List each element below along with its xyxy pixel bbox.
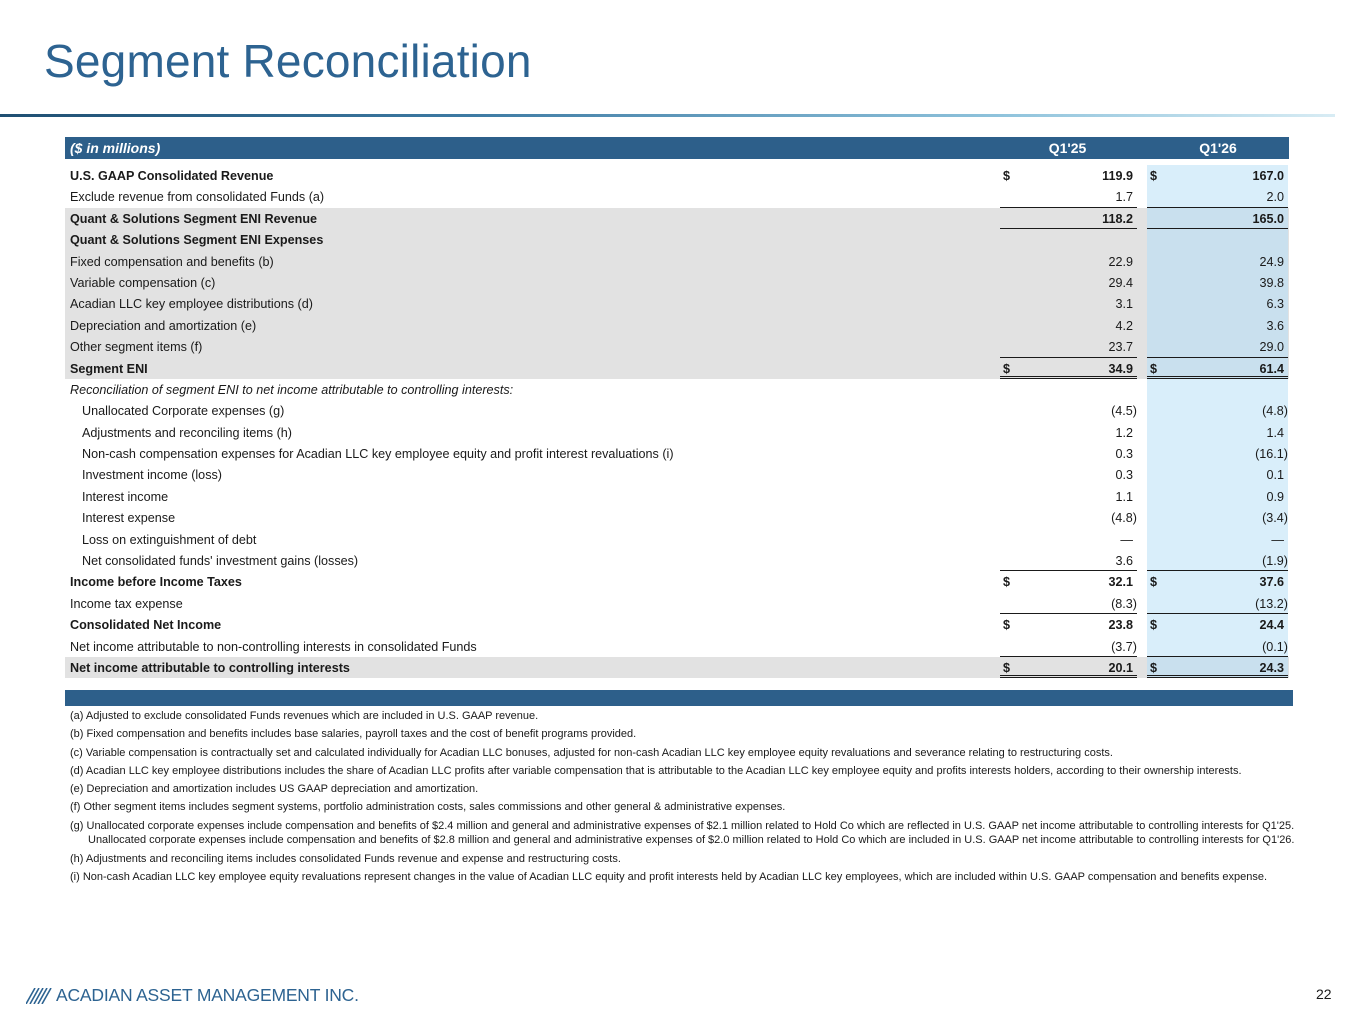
- cell-q1-26: [1147, 358, 1288, 379]
- cell-q1-25: [1000, 464, 1137, 485]
- row-label: Depreciation and amortization (e): [70, 318, 257, 333]
- cell-q1-26: [1147, 507, 1288, 528]
- currency-symbol: $: [1150, 361, 1158, 376]
- cell-value: 4.2: [1115, 318, 1133, 333]
- cell-value: 1.2: [1115, 425, 1133, 440]
- row-label: Interest income: [82, 489, 169, 504]
- table-row: [65, 315, 1289, 336]
- page-number: 22: [1316, 986, 1332, 1002]
- cell-value: 118.2: [1102, 211, 1133, 226]
- cell-q1-26: [1147, 400, 1288, 421]
- cell-value: (3.7): [1111, 639, 1137, 654]
- cell-value: 39.8: [1259, 275, 1284, 290]
- row-label: Variable compensation (c): [70, 275, 216, 290]
- footnote: (c) Variable compensation is contractually set and calculated individually for Acadian LLC bonuses, adjusted for non-cash Acadian LLC key employee equity revaluations and severance relating to restructuring costs.: [70, 746, 1113, 759]
- cell-value: 24.3: [1259, 660, 1284, 675]
- cell-value: 3.6: [1266, 318, 1284, 333]
- header-units-label: ($ in millions): [70, 140, 161, 156]
- table-row: [65, 571, 1289, 592]
- footnote: (a) Adjusted to exclude consolidated Funds revenues which are included in U.S. GAAP revenue.: [70, 710, 539, 722]
- cell-q1-26: [1147, 529, 1288, 550]
- cell-q1-26: [1147, 571, 1288, 592]
- table-footer-bar: [65, 690, 1293, 706]
- page-title: Segment Reconciliation: [44, 35, 532, 87]
- cell-value: 0.1: [1266, 468, 1284, 483]
- cell-q1-25: [1000, 614, 1137, 635]
- table-row: [65, 636, 1289, 657]
- cell-q1-26: [1147, 208, 1288, 229]
- row-label: U.S. GAAP Consolidated Revenue: [70, 169, 274, 183]
- row-label: Income before Income Taxes: [70, 575, 242, 590]
- footnote: (i) Non-cash Acadian LLC key employee equity revaluations represent changes in the value of Acadian LLC equity and profit interests held by Acadian LLC key employees, which are included within U.S. GAAP compensation and benefits expense.: [70, 870, 1268, 883]
- row-label: Net income attributable to non-controlling interests in consolidated Funds: [70, 639, 477, 654]
- cell-value: 37.6: [1259, 575, 1284, 590]
- cell-q1-25: [1000, 636, 1137, 657]
- table-body: [65, 165, 1289, 678]
- footnote: (e) Depreciation and amortization includes US GAAP depreciation and amortization.: [70, 783, 479, 796]
- cell-value: 165.0: [1252, 211, 1284, 226]
- cell-value: —: [1120, 532, 1133, 547]
- cell-value: 34.9: [1108, 361, 1133, 376]
- cell-q1-26: [1147, 379, 1288, 400]
- currency-symbol: $: [1150, 660, 1158, 675]
- cell-value: 0.9: [1266, 489, 1284, 504]
- cell-value: (4.8): [1111, 511, 1137, 526]
- currency-symbol: $: [1003, 575, 1011, 590]
- cell-value: 29.0: [1259, 340, 1284, 355]
- cell-value: 0.3: [1115, 447, 1133, 462]
- logo-stripes-icon: [26, 988, 52, 1004]
- cell-value: 1.1: [1115, 489, 1133, 504]
- cell-q1-26: [1147, 486, 1288, 507]
- company-logo: [26, 985, 359, 1006]
- cell-q1-25: [1000, 379, 1137, 400]
- table-row: [65, 293, 1289, 314]
- cell-q1-25: [1000, 486, 1137, 507]
- cell-value: (4.8): [1262, 404, 1288, 419]
- cell-q1-26: [1147, 186, 1288, 207]
- cell-value: 23.7: [1108, 340, 1133, 355]
- table-row: [65, 229, 1289, 250]
- table-row: [65, 379, 1289, 400]
- currency-symbol: $: [1150, 618, 1158, 633]
- cell-q1-25: [1000, 293, 1137, 314]
- row-label: Reconciliation of segment ENI to net income attributable to controlling interests:: [70, 382, 514, 397]
- table-row: [65, 486, 1289, 507]
- table-row: [65, 422, 1289, 443]
- currency-symbol: $: [1150, 575, 1158, 590]
- table-row: [65, 464, 1289, 485]
- cell-q1-26: [1147, 422, 1288, 443]
- cell-q1-25: [1000, 208, 1137, 229]
- currency-symbol: $: [1003, 660, 1011, 675]
- header-q1-25: Q1'25: [1048, 140, 1087, 156]
- table-row: [65, 507, 1289, 528]
- cell-q1-26: [1147, 550, 1288, 571]
- table-row: [65, 529, 1289, 550]
- cell-q1-26: [1147, 336, 1288, 357]
- row-label: Loss on extinguishment of debt: [82, 532, 257, 547]
- cell-q1-25: [1000, 571, 1137, 592]
- cell-value: 1.7: [1115, 190, 1133, 205]
- cell-q1-26: [1147, 593, 1288, 614]
- currency-symbol: $: [1003, 618, 1011, 633]
- row-label: Unallocated Corporate expenses (g): [82, 404, 285, 419]
- table-row: [65, 165, 1289, 186]
- cell-value: (16.1): [1255, 447, 1288, 462]
- row-label: Non-cash compensation expenses for Acadian LLC key employee equity and profit interest revaluations (i): [82, 447, 674, 462]
- cell-value: 6.3: [1266, 297, 1284, 312]
- cell-value: (1.9): [1262, 554, 1288, 569]
- row-label: Net consolidated funds' investment gains (losses): [82, 554, 359, 569]
- cell-value: (0.1): [1262, 639, 1288, 654]
- cell-q1-26: [1147, 315, 1288, 336]
- cell-value: 0.3: [1115, 468, 1133, 483]
- row-label: Quant & Solutions Segment ENI Revenue: [70, 211, 318, 226]
- table-row: [65, 336, 1289, 357]
- cell-q1-25: [1000, 507, 1137, 528]
- row-label: Interest expense: [82, 511, 176, 526]
- cell-q1-25: [1000, 229, 1137, 250]
- row-label: Segment ENI: [70, 361, 148, 376]
- table-row: [65, 186, 1289, 207]
- company-name: ACADIAN ASSET MANAGEMENT INC.: [56, 985, 359, 1005]
- header-q1-26: Q1'26: [1199, 140, 1237, 156]
- cell-value: 29.4: [1108, 275, 1133, 290]
- table-row: [65, 443, 1289, 464]
- cell-value: (8.3): [1111, 596, 1137, 611]
- cell-q1-25: [1000, 593, 1137, 614]
- title-divider: [0, 114, 1335, 117]
- cell-value: —: [1271, 532, 1284, 547]
- cell-q1-26: [1147, 636, 1288, 657]
- cell-q1-26: [1147, 443, 1288, 464]
- cell-q1-26: [1147, 657, 1288, 678]
- cell-q1-25: [1000, 358, 1137, 379]
- table-row: [65, 358, 1289, 379]
- currency-symbol: $: [1150, 169, 1158, 183]
- cell-q1-25: [1000, 315, 1137, 336]
- cell-q1-26: [1147, 464, 1288, 485]
- cell-q1-25: [1000, 186, 1137, 207]
- cell-q1-26: [1147, 165, 1288, 186]
- row-label: Fixed compensation and benefits (b): [70, 254, 274, 269]
- cell-value: 32.1: [1108, 575, 1133, 590]
- footnote: (h) Adjustments and reconciling items includes consolidated Funds revenue and expense and restructuring costs.: [70, 852, 621, 865]
- currency-symbol: $: [1003, 169, 1011, 183]
- table-row: [65, 550, 1289, 571]
- cell-q1-26: [1147, 293, 1288, 314]
- row-label: Income tax expense: [70, 596, 183, 611]
- cell-value: 1.4: [1266, 425, 1284, 440]
- footnote: (g) Unallocated corporate expenses include compensation and benefits of $2.4 million and general and administrative expenses of $2.1 million related to Hold Co which are reflected in U.S. GAAP net income attributable to controlling interests for Q1'25. Unallocated corporate expenses include compensation and benefits of $2.8 million and general and administrative expenses of $2.0 million related to Hold Co which are included in U.S. GAAP net income attributable to controlling interests for Q1'26.: [70, 819, 1295, 847]
- table-row: [65, 251, 1289, 272]
- table-row: [65, 400, 1289, 421]
- cell-q1-25: [1000, 272, 1137, 293]
- currency-symbol: $: [1003, 361, 1011, 376]
- cell-q1-25: [1000, 529, 1137, 550]
- cell-value: (3.4): [1262, 511, 1288, 526]
- table-row: [65, 593, 1289, 614]
- cell-value: 23.8: [1108, 618, 1133, 633]
- footnote: (b) Fixed compensation and benefits includes base salaries, payroll taxes and the cost of benefit programs provided.: [70, 728, 637, 741]
- reconciliation-table: [65, 137, 1289, 678]
- cell-value: 24.9: [1259, 254, 1284, 269]
- cell-value: 3.6: [1115, 554, 1133, 569]
- cell-q1-26: [1147, 229, 1288, 250]
- cell-q1-25: [1000, 336, 1137, 357]
- row-label: Exclude revenue from consolidated Funds (a): [70, 190, 325, 205]
- cell-value: 167.0: [1252, 169, 1284, 183]
- cell-value: 20.1: [1108, 660, 1133, 675]
- table-row: [65, 614, 1289, 635]
- row-label: Acadian LLC key employee distributions (d): [70, 297, 313, 312]
- cell-value: 61.4: [1259, 361, 1284, 376]
- cell-q1-26: [1147, 251, 1288, 272]
- row-label: Net income attributable to controlling interests: [70, 660, 350, 675]
- cell-q1-25: [1000, 400, 1137, 421]
- table-row: [65, 272, 1289, 293]
- footnote: (f) Other segment items includes segment systems, portfolio administration costs, sales commissions and other general & administrative expenses.: [70, 801, 786, 814]
- cell-value: 2.0: [1266, 190, 1284, 205]
- row-label: Consolidated Net Income: [70, 618, 222, 633]
- cell-value: (4.5): [1111, 404, 1137, 419]
- cell-value: 22.9: [1108, 254, 1133, 269]
- row-label: Investment income (loss): [82, 468, 222, 483]
- row-label: Other segment items (f): [70, 340, 203, 355]
- footnotes: [70, 709, 1295, 888]
- table-header: [65, 137, 1289, 159]
- cell-value: (13.2): [1255, 596, 1288, 611]
- cell-q1-25: [1000, 165, 1137, 186]
- footnote: (d) Acadian LLC key employee distributions includes the share of Acadian LLC profits after variable compensation that is attributable to the Acadian LLC key employee equity and profits interests holders, according to their ownership interests.: [70, 764, 1242, 777]
- cell-q1-25: [1000, 550, 1137, 571]
- table-row: [65, 208, 1289, 229]
- cell-q1-25: [1000, 657, 1137, 678]
- cell-q1-26: [1147, 272, 1288, 293]
- cell-q1-25: [1000, 422, 1137, 443]
- row-label: Quant & Solutions Segment ENI Expenses: [70, 233, 324, 248]
- cell-q1-25: [1000, 443, 1137, 464]
- table-row: [65, 657, 1289, 678]
- cell-value: 24.4: [1259, 618, 1284, 633]
- cell-value: 3.1: [1115, 297, 1133, 312]
- cell-q1-25: [1000, 251, 1137, 272]
- row-label: Adjustments and reconciling items (h): [82, 425, 292, 440]
- cell-value: 119.9: [1102, 169, 1133, 183]
- cell-q1-26: [1147, 614, 1288, 635]
